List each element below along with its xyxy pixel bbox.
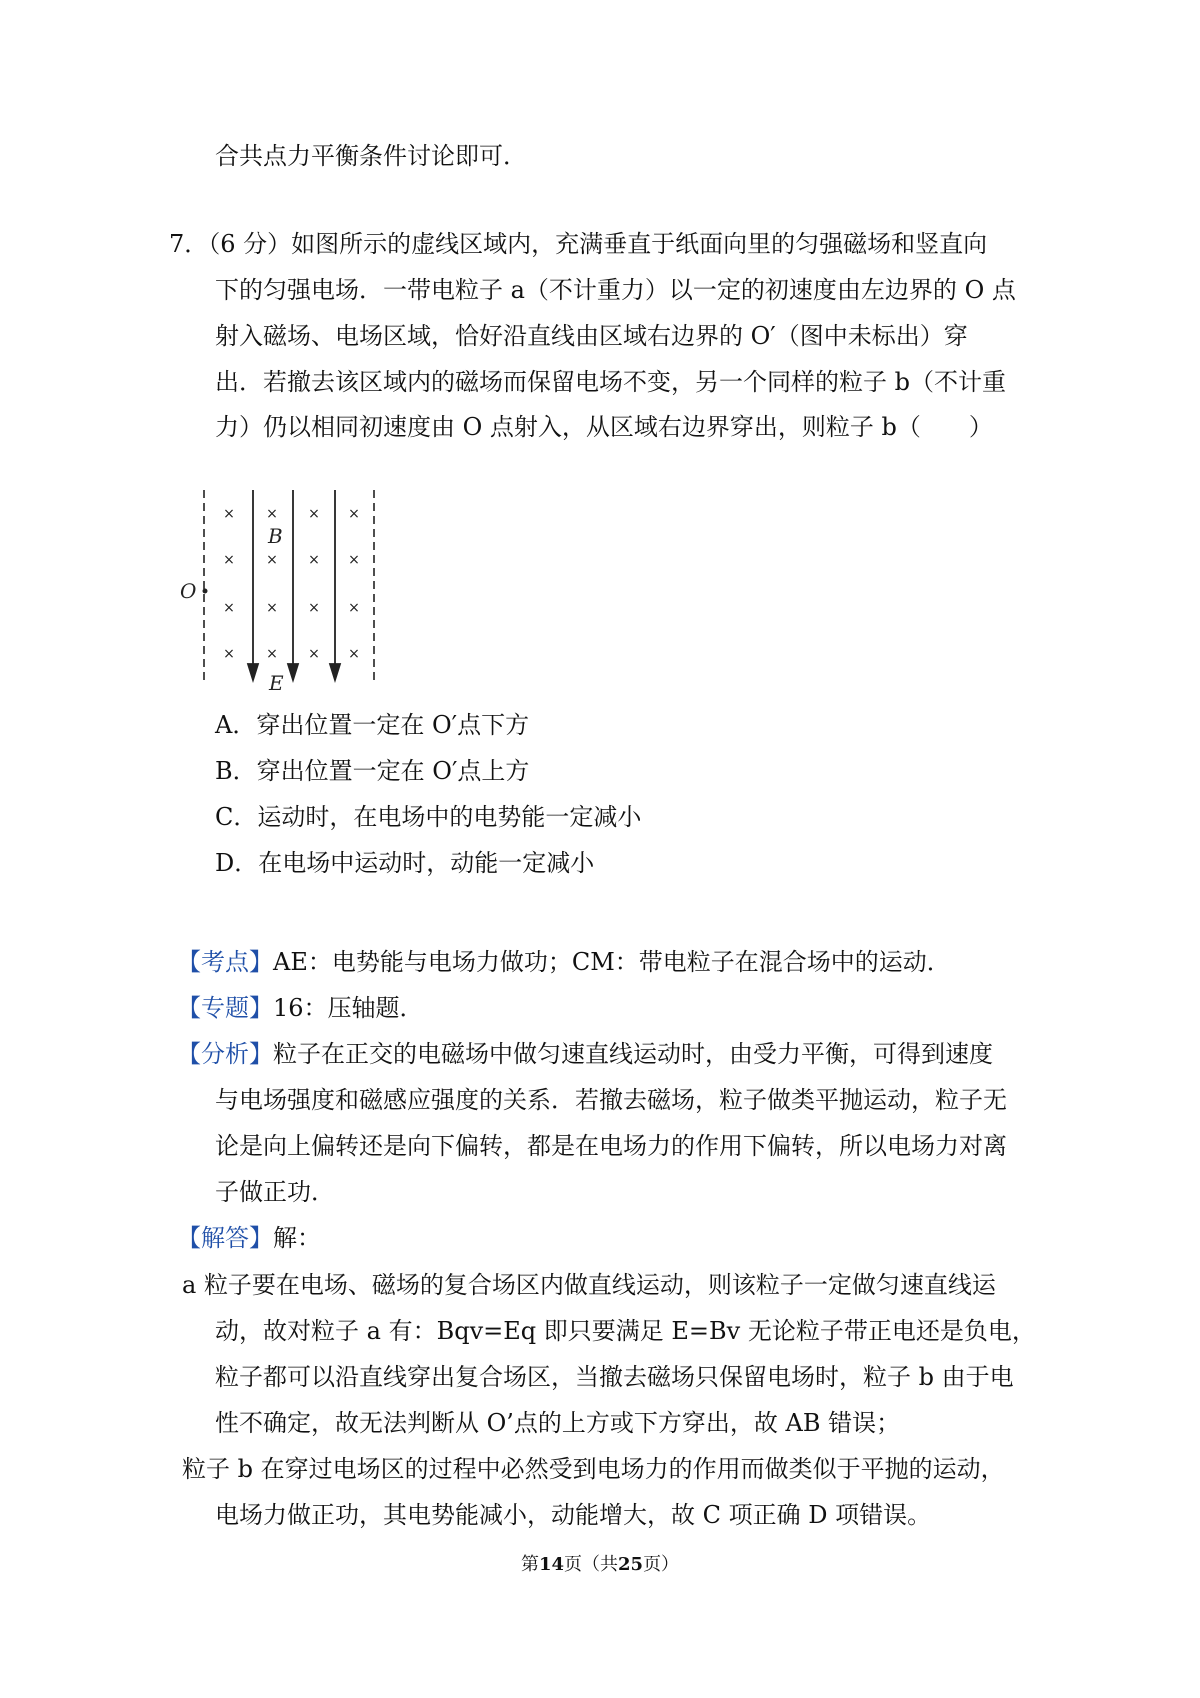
fenxi-line-2: 与电场强度和磁感应强度的关系．若撤去磁场，粒子做类平抛运动，粒子无 bbox=[215, 1086, 1007, 1114]
total-pages: 25 bbox=[618, 1554, 644, 1575]
option-d: D．在电场中运动时，动能一定减小 bbox=[215, 849, 595, 877]
solution-line-5: 粒子 b 在穿过电场区的过程中必然受到电场力的作用而做类似于平抛的运动， bbox=[182, 1455, 1005, 1483]
solution-line-4: 性不确定，故无法判断从 O’点的上方或下方穿出，故 AB 错误； bbox=[215, 1409, 901, 1437]
svg-text:×: × bbox=[223, 600, 235, 616]
svg-text:×: × bbox=[223, 646, 235, 662]
jieda-tag: 【解答】 bbox=[177, 1224, 273, 1252]
kaodian-text: AE：电势能与电场力做功；CM：带电粒子在混合场中的运动． bbox=[273, 948, 951, 976]
page-footer: 第14页（共25页） bbox=[520, 1554, 680, 1575]
svg-text:×: × bbox=[266, 552, 278, 568]
question-line-2: 下的匀强电场．一带电粒子 a（不计重力）以一定的初速度由左边界的 O 点 bbox=[215, 276, 1016, 304]
svg-text:×: × bbox=[348, 600, 360, 616]
svg-text:×: × bbox=[308, 552, 320, 568]
question-line-4: 出．若撤去该区域内的磁场而保留电场不变，另一个同样的粒子 b（不计重 bbox=[215, 368, 1006, 396]
svg-text:×: × bbox=[348, 506, 360, 522]
jieda-text: 解： bbox=[273, 1224, 321, 1252]
svg-text:×: × bbox=[223, 552, 235, 568]
svg-text:×: × bbox=[308, 600, 320, 616]
kaodian-tag: 【考点】 bbox=[177, 948, 273, 976]
option-b: B．穿出位置一定在 O′点上方 bbox=[215, 757, 530, 785]
previous-text: 合共点力平衡条件讨论即可． bbox=[215, 142, 527, 170]
option-a: A．穿出位置一定在 O′点下方 bbox=[215, 711, 530, 739]
solution-line-1: a 粒子要在电场、磁场的复合场区内做直线运动，则该粒子一定做匀速直线运 bbox=[182, 1271, 996, 1299]
electric-field-lines bbox=[248, 490, 340, 680]
question-line-3: 射入磁场、电场区域，恰好沿直线由区域右边界的 O′（图中未标出）穿 bbox=[215, 322, 968, 350]
zhuanti-text: 16：压轴题． bbox=[273, 994, 424, 1022]
label-b: B bbox=[268, 524, 283, 548]
svg-text:×: × bbox=[348, 646, 360, 662]
label-e: E bbox=[269, 671, 284, 695]
solution-line-2: 动，故对粒子 a 有：Bqv=Eq 即只要满足 E=Bv 无论粒子带正电还是负电， bbox=[215, 1317, 1036, 1345]
svg-text:×: × bbox=[308, 506, 320, 522]
solution-line-3: 粒子都可以沿直线穿出复合场区，当撤去磁场只保留电场时，粒子 b 由于电 bbox=[215, 1363, 1014, 1391]
page-number: 14 bbox=[538, 1554, 564, 1575]
question-line-5: 力）仍以相同初速度由 O 点射入，从区域右边界穿出，则粒子 b（ ） bbox=[215, 413, 993, 441]
fenxi-line-3: 论是向上偏转还是向下偏转，都是在电场力的作用下偏转，所以电场力对离 bbox=[215, 1132, 1007, 1160]
svg-text:×: × bbox=[266, 646, 278, 662]
zhuanti-tag: 【专题】 bbox=[177, 994, 273, 1022]
svg-text:×: × bbox=[348, 552, 360, 568]
fenxi-tag: 【分析】 bbox=[177, 1040, 273, 1068]
fenxi-line-4: 子做正功． bbox=[215, 1178, 335, 1206]
field-diagram bbox=[176, 490, 386, 695]
jieda-row bbox=[177, 1222, 321, 1254]
svg-text:×: × bbox=[266, 600, 278, 616]
svg-text:×: × bbox=[308, 646, 320, 662]
svg-text:×: × bbox=[266, 506, 278, 522]
kaodian-row bbox=[177, 946, 951, 978]
fenxi-line-1: 粒子在正交的电磁场中做匀速直线运动时，由受力平衡，可得到速度 bbox=[273, 1040, 993, 1068]
svg-text:×: × bbox=[223, 506, 235, 522]
option-c: C．运动时，在电场中的电势能一定减小 bbox=[215, 803, 642, 831]
solution-line-6: 电场力做正功，其电势能减小，动能增大，故 C 项正确 D 项错误。 bbox=[215, 1501, 932, 1529]
question-line-1: 7．（6 分）如图所示的虚线区域内，充满垂直于纸面向里的匀强磁场和竖直向 bbox=[169, 230, 988, 258]
point-o-marker bbox=[203, 589, 208, 594]
fenxi-row bbox=[177, 1038, 993, 1070]
zhuanti-row bbox=[177, 992, 424, 1024]
magnetic-field-crosses bbox=[223, 506, 360, 662]
label-o: O bbox=[180, 579, 197, 603]
